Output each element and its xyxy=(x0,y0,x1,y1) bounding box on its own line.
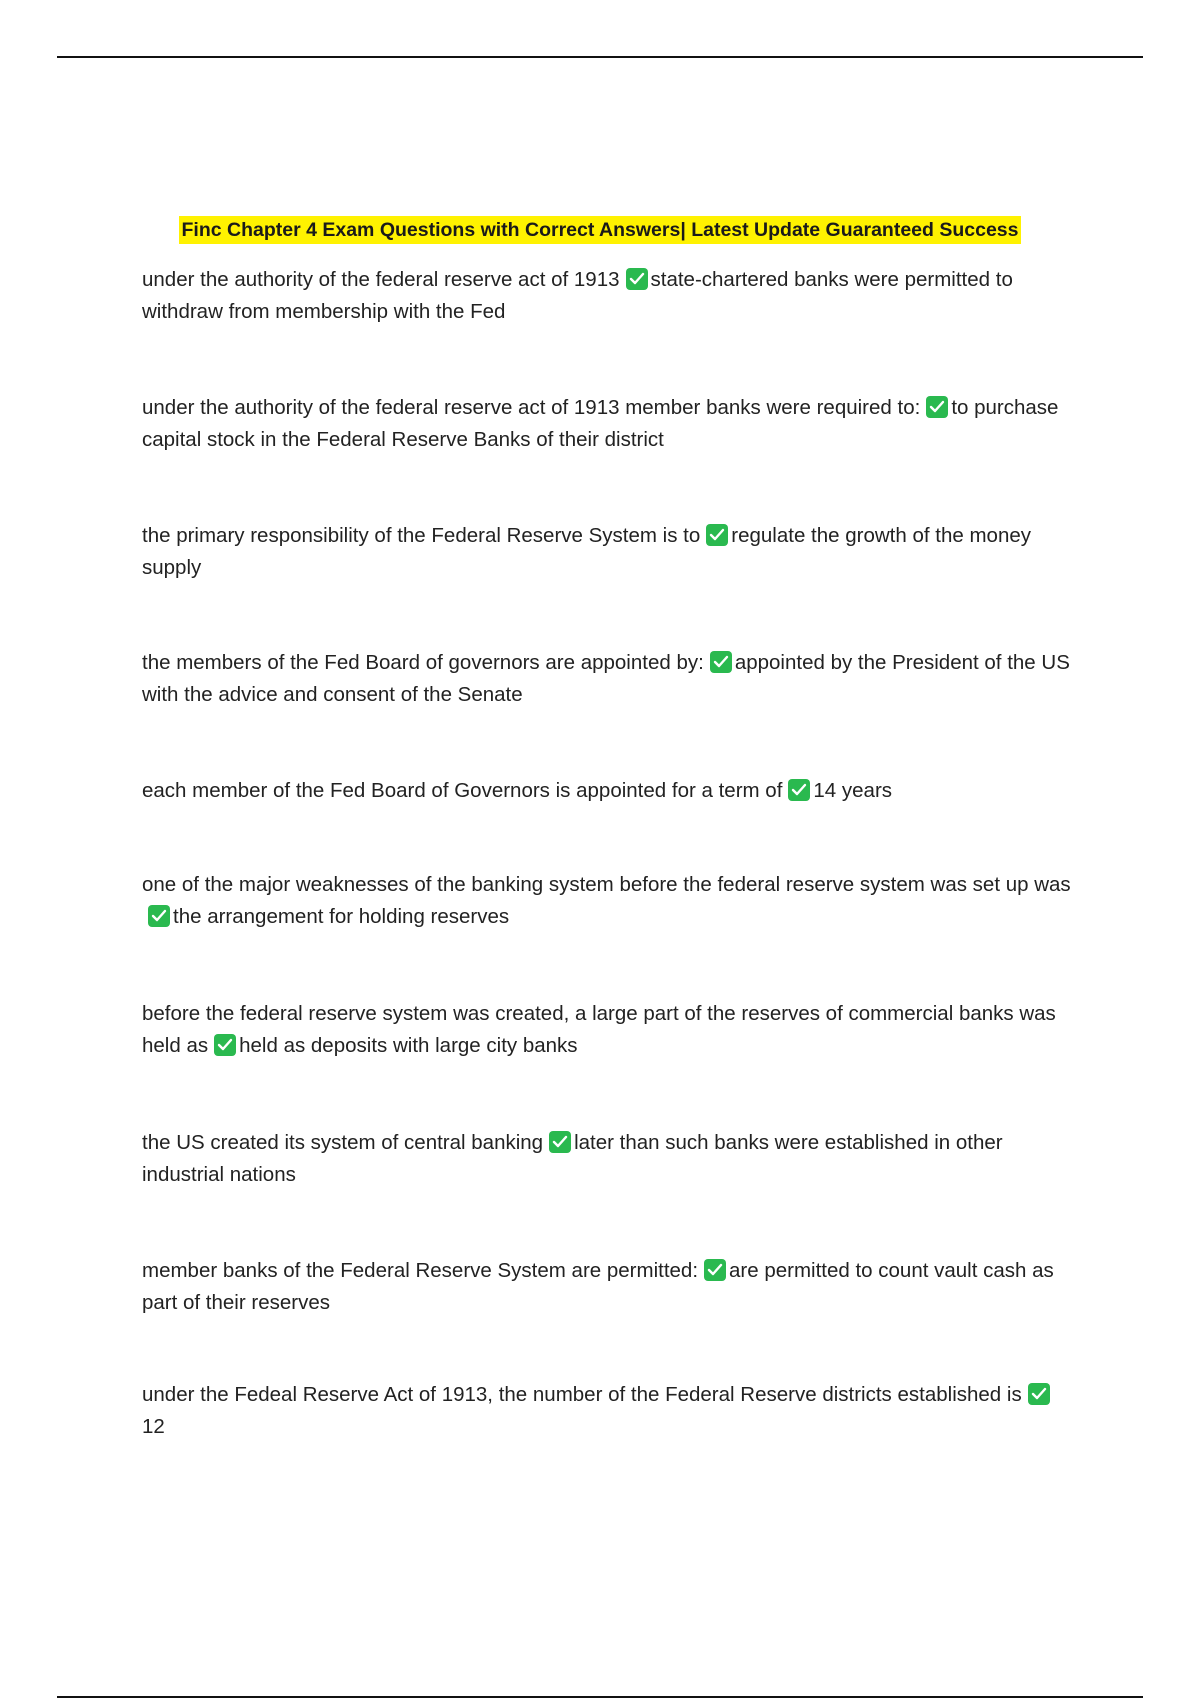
top-divider xyxy=(57,56,1143,58)
title-container xyxy=(0,216,1200,244)
answer-text: held as deposits with large city banks xyxy=(239,1034,578,1057)
question-text: the members of the Fed Board of governors are appointed by: xyxy=(142,651,704,674)
qa-item-6 xyxy=(142,869,1072,933)
question-text: the primary responsibility of the Federal Reserve System is to xyxy=(142,524,701,547)
qa-item-2 xyxy=(142,392,1072,456)
answer-text: the arrangement for holding reserves xyxy=(173,905,510,928)
question-text: member banks of the Federal Reserve System are permitted: xyxy=(142,1259,699,1282)
question-text: one of the major weaknesses of the banking system before the federal reserve system was set up was xyxy=(142,873,1071,896)
answer-text: later than such banks were established in other industrial nations xyxy=(142,1131,1003,1186)
check-mark-icon xyxy=(626,268,648,290)
qa-item-9 xyxy=(142,1255,1072,1319)
answer-text: are permitted to count vault cash as part of their reserves xyxy=(142,1259,1054,1314)
answer-text: 14 years xyxy=(813,779,893,802)
check-mark-icon xyxy=(710,651,732,673)
answer-text: regulate the growth of the money supply xyxy=(142,524,1031,579)
qa-item-4 xyxy=(142,647,1072,711)
check-mark-icon xyxy=(704,1259,726,1281)
check-mark-icon xyxy=(148,905,170,927)
qa-item-3 xyxy=(142,520,1072,584)
answer-text: state-chartered banks were permitted to withdraw from membership with the Fed xyxy=(142,268,1013,323)
bottom-divider xyxy=(57,1696,1143,1698)
question-text: under the Fedeal Reserve Act of 1913, the number of the Federal Reserve districts established is xyxy=(142,1383,1022,1406)
check-mark-icon xyxy=(214,1034,236,1056)
answer-text: to purchase capital stock in the Federal Reserve Banks of their district xyxy=(142,396,1059,451)
check-mark-icon xyxy=(706,524,728,546)
question-text: under the authority of the federal reserve act of 1913 xyxy=(142,268,620,291)
check-mark-icon xyxy=(549,1131,571,1153)
check-mark-icon xyxy=(1028,1383,1050,1405)
answer-text: 12 xyxy=(142,1415,165,1438)
qa-item-10 xyxy=(142,1379,1072,1443)
qa-item-1 xyxy=(142,264,1072,328)
question-text: the US created its system of central banking xyxy=(142,1131,544,1154)
check-mark-icon xyxy=(788,779,810,801)
qa-item-5 xyxy=(142,775,1072,807)
question-text: under the authority of the federal reserve act of 1913 member banks were required to: xyxy=(142,396,921,419)
question-text: before the federal reserve system was created, a large part of the reserves of commercial banks was held as xyxy=(142,1002,1056,1057)
answer-text: appointed by the President of the US with the advice and consent of the Senate xyxy=(142,651,1070,706)
check-mark-icon xyxy=(926,396,948,418)
document-title: Finc Chapter 4 Exam Questions with Correct Answers| Latest Update Guaranteed Success xyxy=(179,216,1022,244)
qa-item-8 xyxy=(142,1127,1072,1191)
question-text: each member of the Fed Board of Governors is appointed for a term of xyxy=(142,779,783,802)
qa-item-7 xyxy=(142,998,1072,1062)
